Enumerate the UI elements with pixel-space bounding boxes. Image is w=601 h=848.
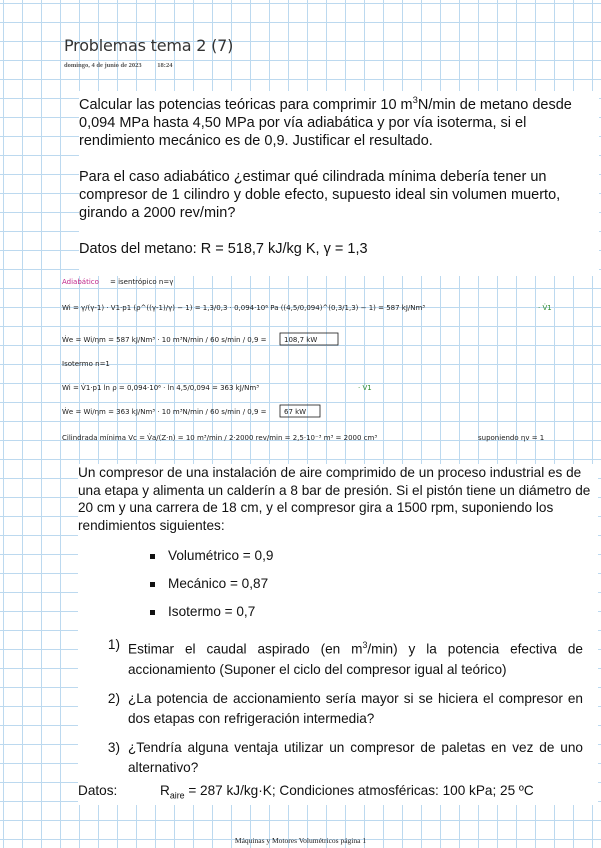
hw-check-2: · V̇1 [358, 384, 372, 392]
question-2: 2) ¿La potencia de accionamiento sería mayor si se hiciera el compresor en dos etapas con refrigeración intermedia? [107, 690, 583, 726]
hw-displacement-note: suponiendo ηv = 1 [478, 434, 545, 442]
hw-isothermal-power: Ẇe = Wi/ηm = 363 kJ/Nm³ · 10 m³N/min / 60 s/min / 0,9 = [62, 408, 267, 416]
hw-isothermal-label: Isotermo n=1 [62, 360, 110, 368]
page-footer: Máquinas y Motores Volumétricos página 1 [234, 836, 367, 845]
problem-2-data: Datos: $R_{aire} = 287$ kJ/kg·K; Condiciones atmosféricas: 100 kPa; 25 ºC [78, 782, 534, 801]
problem-1 [79, 91, 599, 276]
hw-displacement: Cilindrada mínima Vc = V̇a/(Z·n) = 10 m³/min / 2·2000 rev/min = 2,5·10⁻³ m³ = 2000 cm³ [62, 434, 378, 442]
page-title: Problemas tema 2 (7) [64, 36, 234, 55]
hw-adiabatic-power: Ẇe = Wi/ηm = 587 kJ/Nm³ · 10 m³N/min / 60 s/min / 0,9 = [62, 336, 267, 344]
problem-1-question: Para el caso adiabático ¿estimar qué cilindrada mínima debería tener un compresor de 1 cilindro y doble efecto, supuesto ideal sin volumen muerto, girando a 2000 rev/min? [79, 168, 561, 221]
hw-adiabatic-label: Adiabático [62, 278, 99, 286]
page-time: 18:24 [157, 62, 173, 69]
hw-result-2: 67 kW [284, 408, 307, 416]
efficiency-volumetric: Volumétrico = 0,9 [150, 542, 598, 570]
handwritten-solution [58, 272, 578, 450]
hw-adiabatic-work: Wi = γ/(γ-1) · V1·p1 (ρ^((γ-1)/γ) − 1) = 1,3/0,3 · 0,094·10⁶ Pa ((4,5/0,094)^(0,3/1,3) − 1) = 587 kJ/Nm³ [62, 304, 426, 312]
question-3: 3) ¿Tendría alguna ventaja utilizar un compresor de paletas en vez de uno alternativo? [107, 739, 583, 775]
problem-1-statement: Calcular las potencias teóricas para comprimir 10 $m^3N/\min$ de metano desde 0,094 MPa hasta 4,50 MPa por vía adiabática y por vía isoterma, si el rendimiento mecánico es de 0,9. Justificar el resultado. [79, 94, 572, 149]
problem-2-statement: Un compresor de una instalación de aire comprimido de un proceso industrial es de una etapa y alimenta un calderín a 8 bar de presión. Si el pistón tiene un diámetro de 20 cm y una carrera de 18 cm, y el compresor gira a 1500 rpm, suponiendo los rendimientos siguientes: [78, 465, 591, 533]
page-metadata [64, 62, 186, 69]
hw-result-1: 108,7 kW [284, 336, 318, 344]
question-1: 1) Estimar el caudal aspirado (en $m^3/\min$) y la potencia efectiva de accionamiento (Suponer el ciclo del compresor igual al teórico) [107, 637, 583, 677]
problem-2 [78, 464, 598, 805]
efficiency-isothermal: Isotermo = 0,7 [150, 598, 598, 626]
problem-1-data: Datos del metano: R = 518,7 kJ/kg K, γ = 1,3 [79, 240, 368, 257]
hw-check-1: · V̇1 [538, 304, 552, 312]
efficiency-list [150, 542, 598, 626]
hw-isothermal-work: Wi = V̇1·p1 ln ρ = 0,094·10⁶ · ln 4,5/0,094 = 363 kJ/Nm³ [62, 384, 260, 392]
hw-adiabatic-note: = isentrópico n=γ [110, 278, 174, 286]
page-date: domingo, 4 de junio de 2023 [64, 62, 142, 69]
efficiency-mechanical: Mecánico = 0,87 [150, 570, 598, 598]
